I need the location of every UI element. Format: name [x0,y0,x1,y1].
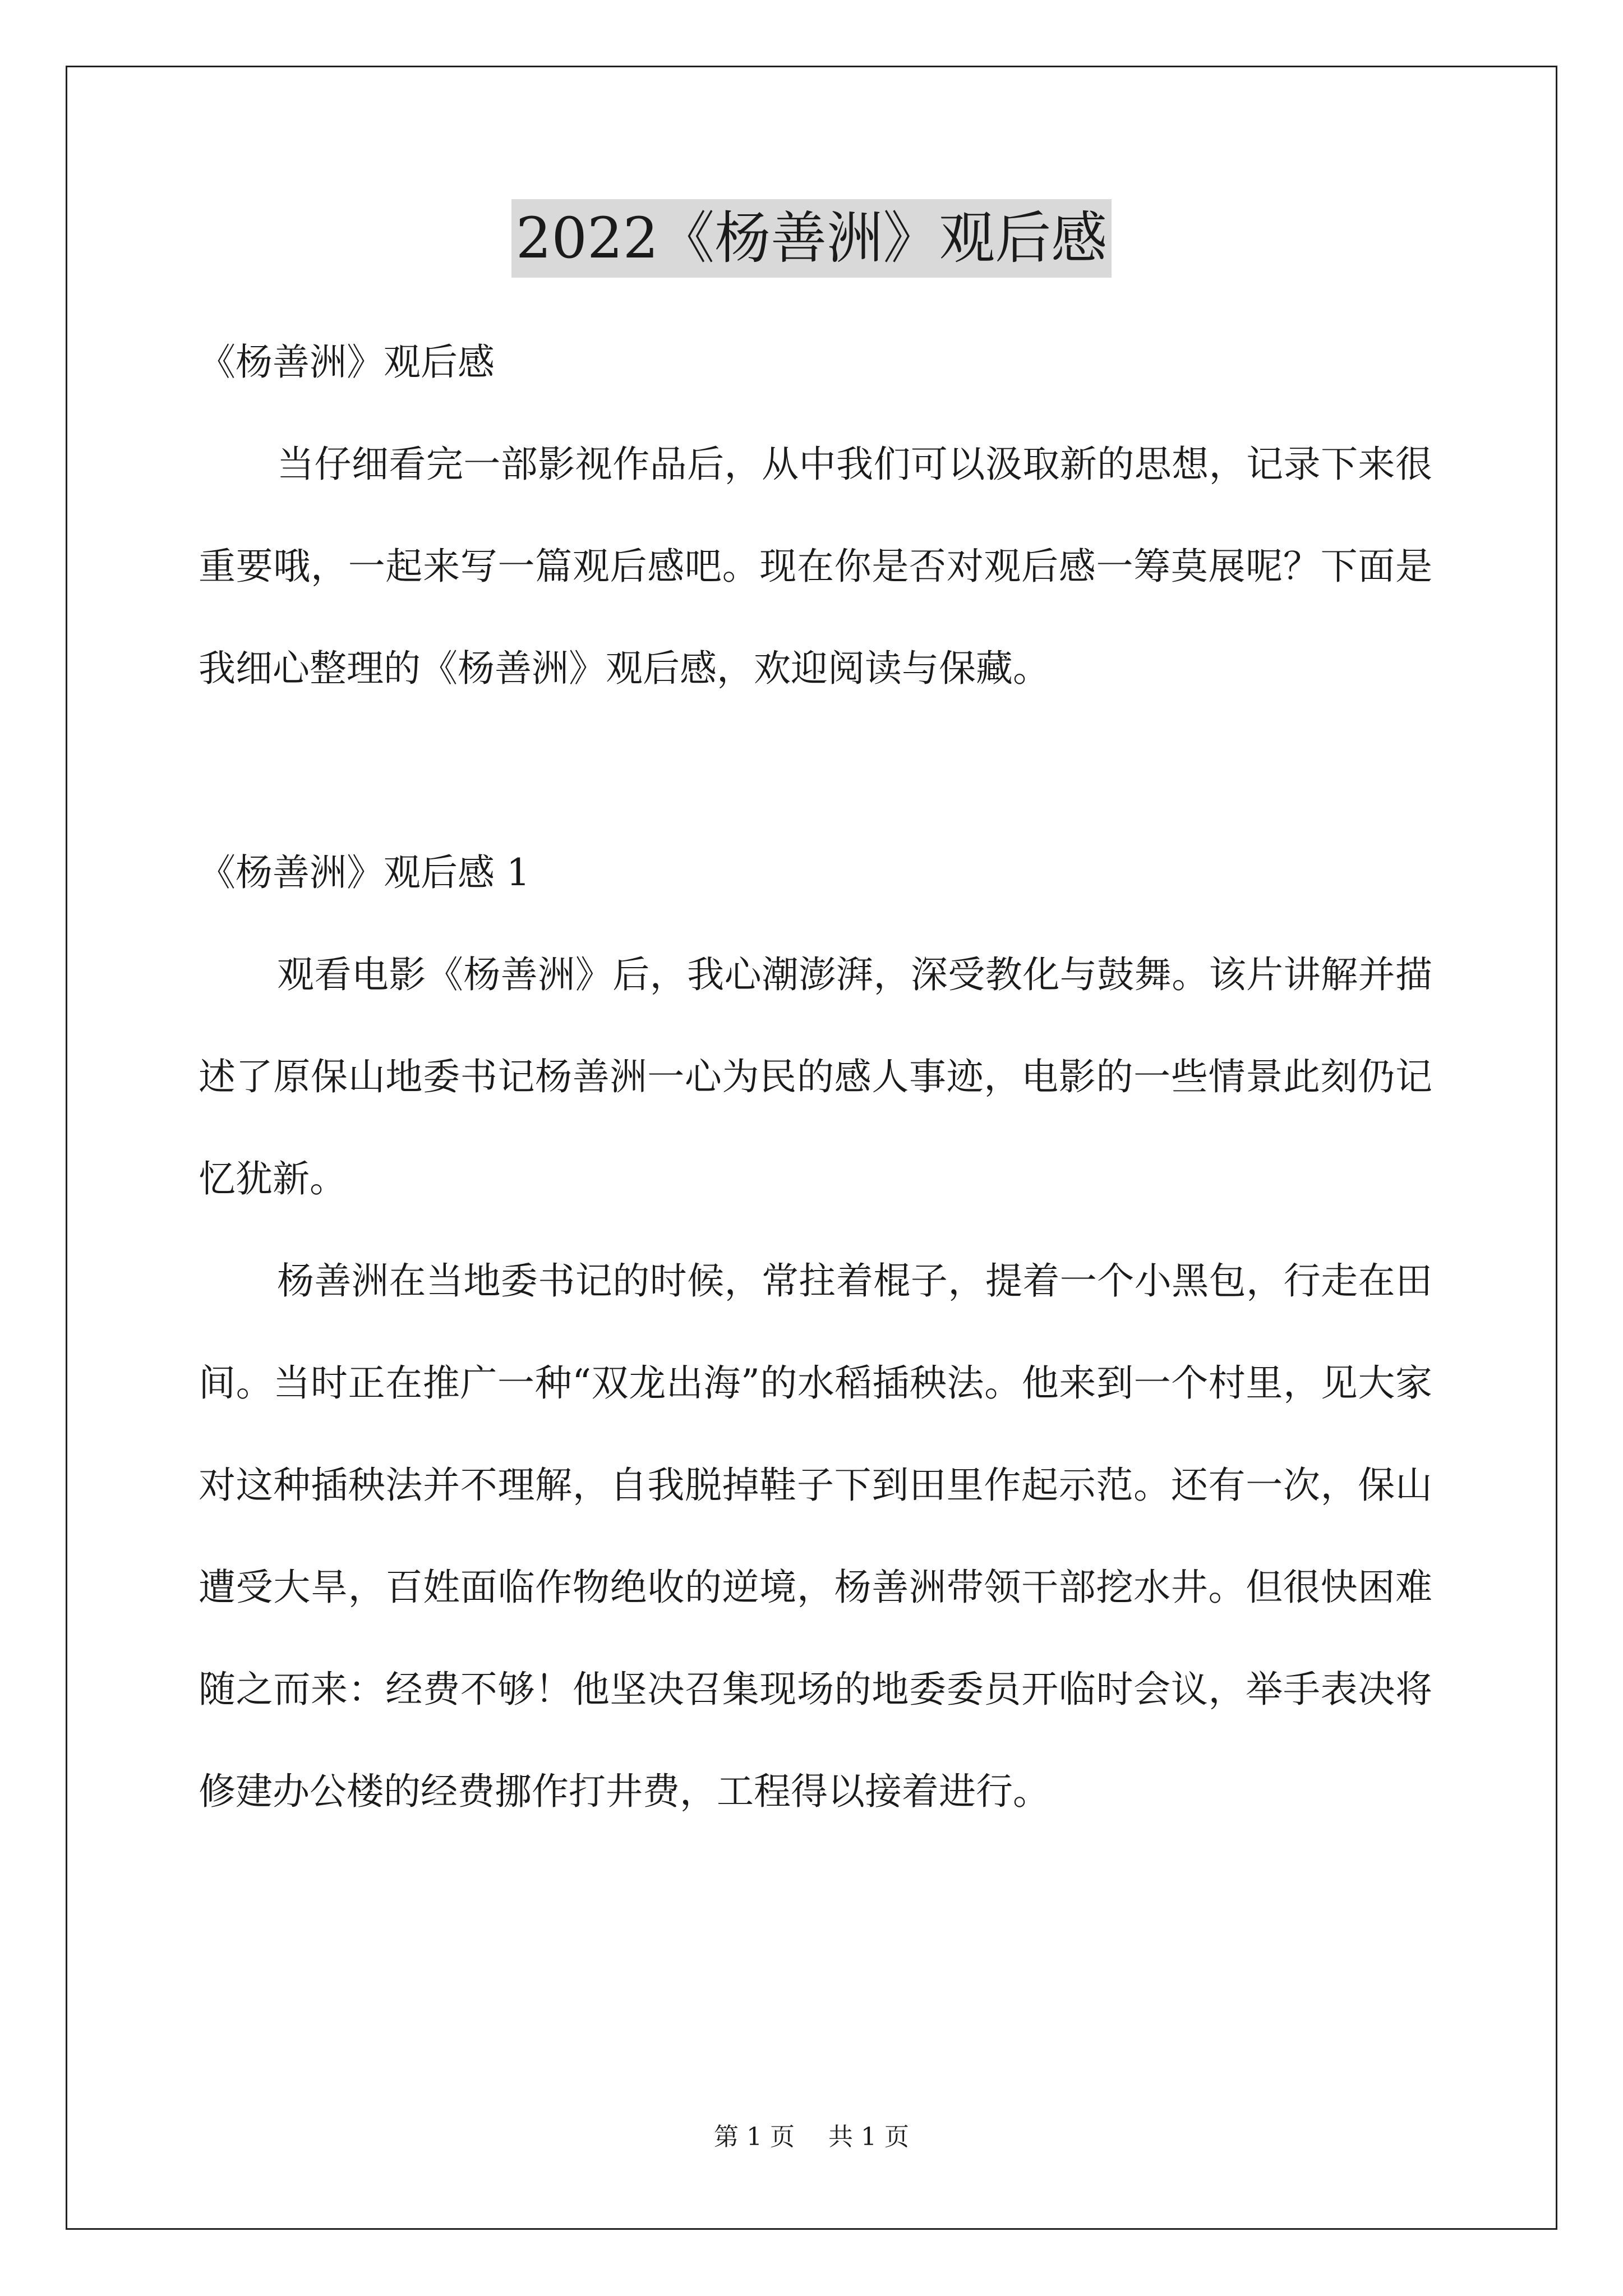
section-heading: 《杨善洲》观后感 1 [199,851,530,894]
document-title: 2022《杨善洲》观后感 [511,199,1112,278]
page-number-total: 共 1 页 [828,2123,909,2151]
intro-paragraph: 当仔细看完一部影视作品后，从中我们可以汲取新的思想，记录下来很重要哦，一起来写一篇观后感吧。现在你是否对观后感一筹莫展呢？下面是我细心整理的《杨善洲》观后感，欢迎阅读与保藏。 [199,443,1432,690]
body-paragraph-2: 杨善洲在当地委书记的时候，常拄着棍子，提着一个小黑包，行走在田间。当时正在推广一种“双龙出海”的水稻插秧法。他来到一个村里，见大家对这种插秧法并不理解，自我脱掉鞋子下到田里作起示范。还有一次，保山遭受大旱，百姓面临作物绝收的逆境，杨善洲带领干部挖水井。但很快困难随之而来：经费不够！他坚决召集现场的地委委员开临时会议，举手表决将修建办公楼的经费挪作打井费，工程得以接着进行。 [199,1259,1432,1813]
page-number-current: 第 1 页 [714,2123,795,2151]
title-container [0,199,1623,278]
page-footer [0,2120,1623,2154]
body-paragraph-1: 观看电影《杨善洲》后，我心潮澎湃，深受教化与鼓舞。该片讲解并描述了原保山地委书记杨善洲一心为民的感人事迹，电影的一些情景此刻仍记忆犹新。 [199,953,1432,1200]
document-body [199,311,1432,1843]
document-subtitle: 《杨善洲》观后感 [199,341,495,384]
section-spacer [199,720,1432,822]
